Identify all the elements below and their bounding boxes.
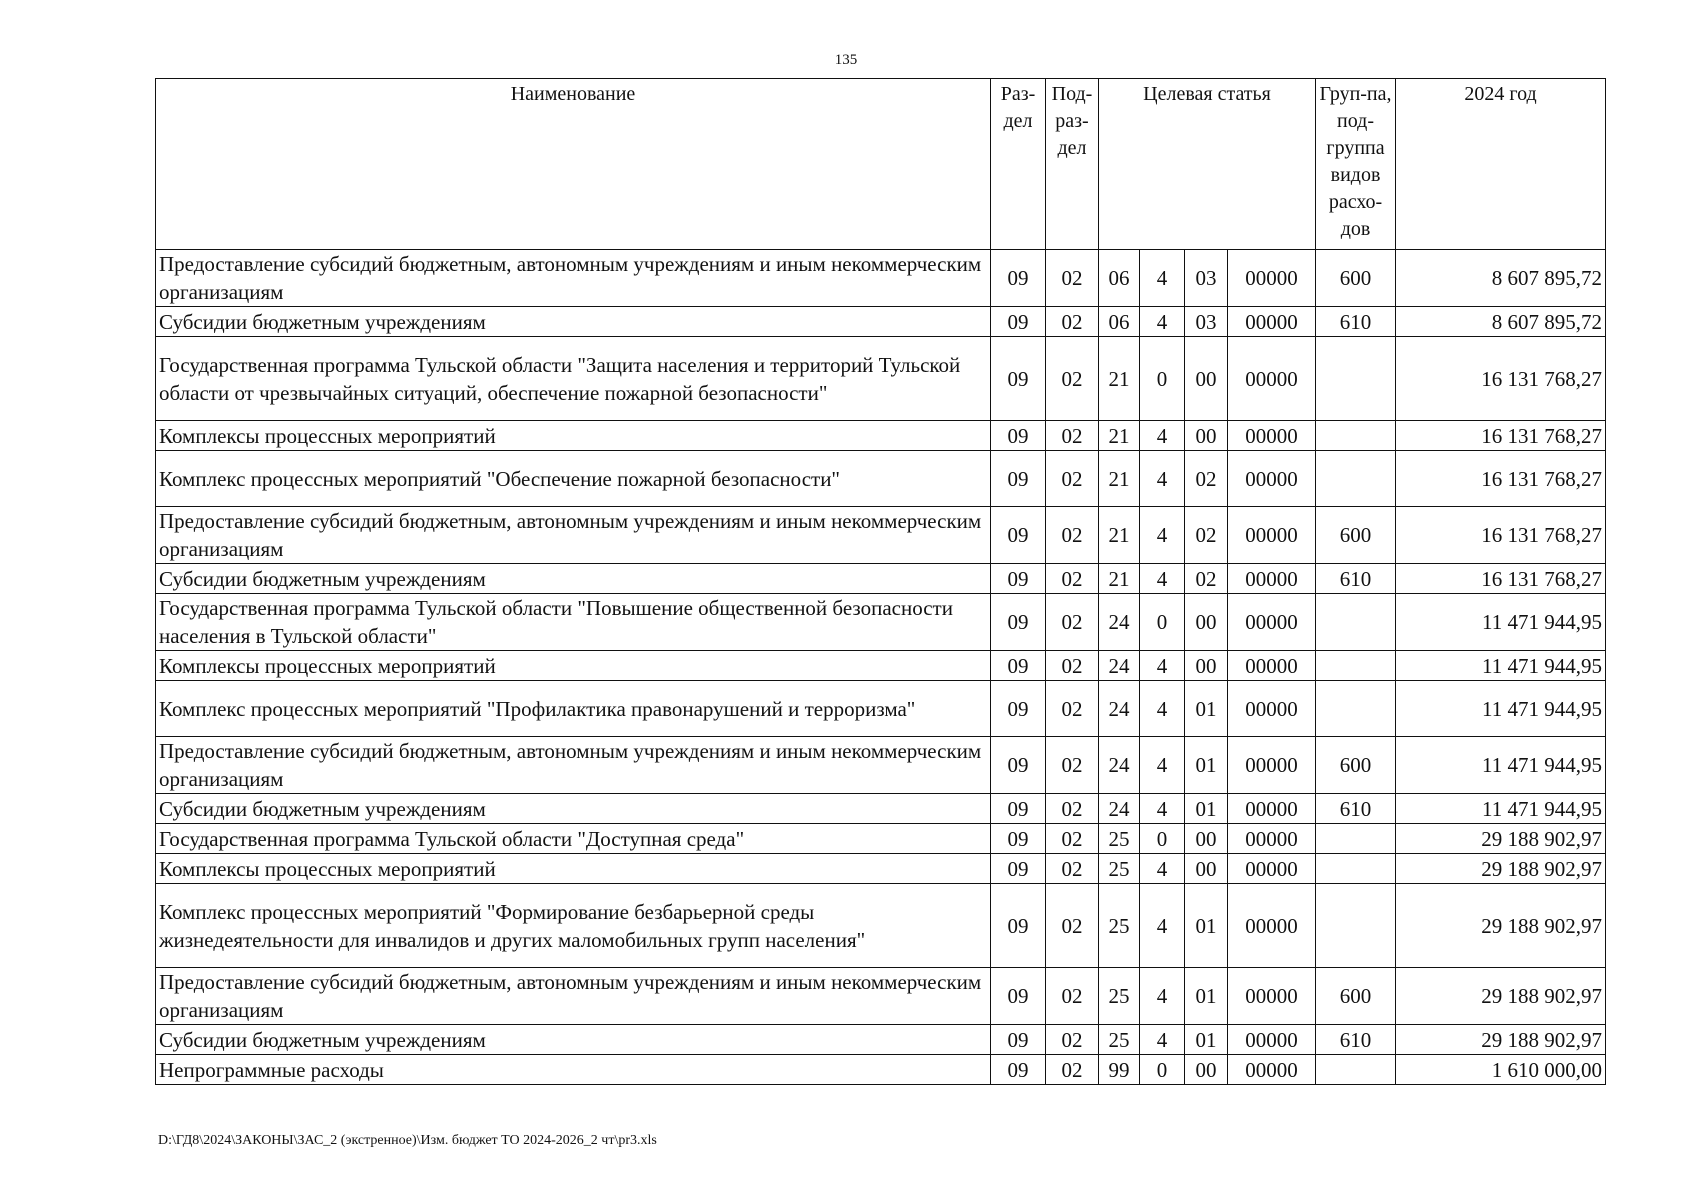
cell-c3: 02 bbox=[1185, 564, 1228, 594]
page-number: 135 bbox=[834, 52, 858, 68]
cell-amount: 11 471 944,95 bbox=[1396, 681, 1606, 737]
cell-c2: 0 bbox=[1140, 1055, 1185, 1085]
cell-c1: 25 bbox=[1099, 824, 1140, 854]
table-row bbox=[156, 421, 1606, 451]
cell-vr: 610 bbox=[1316, 794, 1396, 824]
cell-c1: 25 bbox=[1099, 968, 1140, 1025]
cell-name: Непрограммные расходы bbox=[156, 1055, 991, 1085]
cell-name: Комплекс процессных мероприятий "Формирование безбарьерной среды жизнедеятельности для инвалидов и других маломобильных групп населения" bbox=[156, 884, 991, 968]
cell-pr: 02 bbox=[1046, 737, 1099, 794]
cell-vr: 600 bbox=[1316, 737, 1396, 794]
cell-rz: 09 bbox=[991, 884, 1046, 968]
cell-vr bbox=[1316, 337, 1396, 421]
budget-table bbox=[155, 78, 1606, 1085]
cell-c3: 01 bbox=[1185, 884, 1228, 968]
cell-vr: 600 bbox=[1316, 250, 1396, 307]
table-row bbox=[156, 451, 1606, 507]
cell-amount: 16 131 768,27 bbox=[1396, 564, 1606, 594]
cell-c4: 00000 bbox=[1228, 1055, 1316, 1085]
cell-rz: 09 bbox=[991, 968, 1046, 1025]
cell-c1: 25 bbox=[1099, 854, 1140, 884]
table-row bbox=[156, 1025, 1606, 1055]
cell-name: Предоставление субсидий бюджетным, автономным учреждениям и иным некоммерческим организациям bbox=[156, 507, 991, 564]
cell-pr: 02 bbox=[1046, 250, 1099, 307]
cell-c3: 02 bbox=[1185, 451, 1228, 507]
cell-rz: 09 bbox=[991, 307, 1046, 337]
cell-pr: 02 bbox=[1046, 421, 1099, 451]
cell-pr: 02 bbox=[1046, 337, 1099, 421]
table-body bbox=[156, 250, 1606, 1085]
table-row bbox=[156, 337, 1606, 421]
cell-c2: 4 bbox=[1140, 250, 1185, 307]
cell-c1: 24 bbox=[1099, 794, 1140, 824]
cell-c2: 4 bbox=[1140, 968, 1185, 1025]
cell-c2: 4 bbox=[1140, 507, 1185, 564]
header-year: 2024 год bbox=[1396, 79, 1606, 250]
cell-pr: 02 bbox=[1046, 681, 1099, 737]
table-row bbox=[156, 651, 1606, 681]
cell-c4: 00000 bbox=[1228, 824, 1316, 854]
cell-pr: 02 bbox=[1046, 824, 1099, 854]
cell-amount: 16 131 768,27 bbox=[1396, 421, 1606, 451]
cell-rz: 09 bbox=[991, 594, 1046, 651]
cell-c4: 00000 bbox=[1228, 564, 1316, 594]
cell-rz: 09 bbox=[991, 507, 1046, 564]
cell-vr bbox=[1316, 451, 1396, 507]
table-row bbox=[156, 564, 1606, 594]
cell-vr: 610 bbox=[1316, 307, 1396, 337]
cell-vr bbox=[1316, 594, 1396, 651]
cell-pr: 02 bbox=[1046, 507, 1099, 564]
cell-rz: 09 bbox=[991, 651, 1046, 681]
cell-c4: 00000 bbox=[1228, 250, 1316, 307]
cell-c1: 24 bbox=[1099, 651, 1140, 681]
cell-c1: 21 bbox=[1099, 564, 1140, 594]
cell-c2: 4 bbox=[1140, 564, 1185, 594]
table-row bbox=[156, 824, 1606, 854]
cell-c4: 00000 bbox=[1228, 421, 1316, 451]
cell-c1: 21 bbox=[1099, 421, 1140, 451]
cell-name: Предоставление субсидий бюджетным, автономным учреждениям и иным некоммерческим организациям bbox=[156, 968, 991, 1025]
table-row bbox=[156, 681, 1606, 737]
cell-rz: 09 bbox=[991, 737, 1046, 794]
cell-pr: 02 bbox=[1046, 594, 1099, 651]
cell-c3: 01 bbox=[1185, 1025, 1228, 1055]
cell-c4: 00000 bbox=[1228, 307, 1316, 337]
cell-c3: 00 bbox=[1185, 824, 1228, 854]
cell-name: Государственная программа Тульской области "Доступная среда" bbox=[156, 824, 991, 854]
cell-c4: 00000 bbox=[1228, 1025, 1316, 1055]
cell-c4: 00000 bbox=[1228, 968, 1316, 1025]
cell-name: Предоставление субсидий бюджетным, автономным учреждениям и иным некоммерческим организациям bbox=[156, 737, 991, 794]
cell-c1: 21 bbox=[1099, 337, 1140, 421]
cell-amount: 29 188 902,97 bbox=[1396, 854, 1606, 884]
cell-vr: 600 bbox=[1316, 968, 1396, 1025]
cell-rz: 09 bbox=[991, 564, 1046, 594]
cell-c4: 00000 bbox=[1228, 337, 1316, 421]
cell-c1: 06 bbox=[1099, 307, 1140, 337]
cell-name: Государственная программа Тульской области "Защита населения и территорий Тульской области от чрезвычайных ситуаций, обеспечение пожарной безопасности" bbox=[156, 337, 991, 421]
cell-rz: 09 bbox=[991, 794, 1046, 824]
cell-name: Субсидии бюджетным учреждениям bbox=[156, 564, 991, 594]
cell-c3: 00 bbox=[1185, 594, 1228, 651]
header-target-article: Целевая статья bbox=[1099, 79, 1316, 250]
cell-rz: 09 bbox=[991, 824, 1046, 854]
cell-c2: 0 bbox=[1140, 337, 1185, 421]
table-header-row bbox=[156, 79, 1606, 250]
cell-pr: 02 bbox=[1046, 564, 1099, 594]
cell-name: Комплексы процессных мероприятий bbox=[156, 421, 991, 451]
cell-c4: 00000 bbox=[1228, 651, 1316, 681]
cell-c4: 00000 bbox=[1228, 507, 1316, 564]
cell-rz: 09 bbox=[991, 1025, 1046, 1055]
cell-c4: 00000 bbox=[1228, 594, 1316, 651]
cell-pr: 02 bbox=[1046, 884, 1099, 968]
table-row bbox=[156, 968, 1606, 1025]
cell-vr: 610 bbox=[1316, 564, 1396, 594]
cell-vr bbox=[1316, 884, 1396, 968]
header-section: Раз-дел bbox=[991, 79, 1046, 250]
cell-c2: 4 bbox=[1140, 1025, 1185, 1055]
cell-name: Комплексы процессных мероприятий bbox=[156, 854, 991, 884]
cell-amount: 29 188 902,97 bbox=[1396, 968, 1606, 1025]
cell-c3: 00 bbox=[1185, 854, 1228, 884]
table-row bbox=[156, 884, 1606, 968]
cell-amount: 16 131 768,27 bbox=[1396, 451, 1606, 507]
cell-c4: 00000 bbox=[1228, 451, 1316, 507]
cell-c1: 21 bbox=[1099, 507, 1140, 564]
cell-rz: 09 bbox=[991, 451, 1046, 507]
cell-vr: 610 bbox=[1316, 1025, 1396, 1055]
cell-name: Субсидии бюджетным учреждениям bbox=[156, 794, 991, 824]
cell-c3: 03 bbox=[1185, 250, 1228, 307]
cell-c1: 25 bbox=[1099, 1025, 1140, 1055]
cell-c2: 4 bbox=[1140, 794, 1185, 824]
cell-amount: 11 471 944,95 bbox=[1396, 794, 1606, 824]
cell-c2: 4 bbox=[1140, 451, 1185, 507]
header-name: Наименование bbox=[156, 79, 991, 250]
table-row bbox=[156, 507, 1606, 564]
cell-pr: 02 bbox=[1046, 651, 1099, 681]
header-subsection: Под-раз-дел bbox=[1046, 79, 1099, 250]
cell-c1: 21 bbox=[1099, 451, 1140, 507]
table-row bbox=[156, 1055, 1606, 1085]
cell-c4: 00000 bbox=[1228, 854, 1316, 884]
cell-amount: 8 607 895,72 bbox=[1396, 307, 1606, 337]
cell-pr: 02 bbox=[1046, 968, 1099, 1025]
cell-name: Предоставление субсидий бюджетным, автономным учреждениям и иным некоммерческим организациям bbox=[156, 250, 991, 307]
cell-vr bbox=[1316, 824, 1396, 854]
cell-rz: 09 bbox=[991, 854, 1046, 884]
cell-c2: 0 bbox=[1140, 594, 1185, 651]
cell-c4: 00000 bbox=[1228, 794, 1316, 824]
cell-amount: 29 188 902,97 bbox=[1396, 824, 1606, 854]
cell-c3: 00 bbox=[1185, 337, 1228, 421]
cell-amount: 11 471 944,95 bbox=[1396, 594, 1606, 651]
cell-vr bbox=[1316, 1055, 1396, 1085]
cell-amount: 29 188 902,97 bbox=[1396, 1025, 1606, 1055]
cell-c4: 00000 bbox=[1228, 737, 1316, 794]
cell-name: Комплекс процессных мероприятий "Профилактика правонарушений и терроризма" bbox=[156, 681, 991, 737]
cell-c1: 99 bbox=[1099, 1055, 1140, 1085]
cell-pr: 02 bbox=[1046, 794, 1099, 824]
cell-vr bbox=[1316, 681, 1396, 737]
cell-c3: 01 bbox=[1185, 968, 1228, 1025]
footer-file-path: D:\ГД8\2024\ЗАКОНЫ\ЗАС_2 (экстренное)\Изм. бюджет ТО 2024-2026_2 чт\pr3.xls bbox=[158, 1133, 657, 1148]
cell-c2: 4 bbox=[1140, 307, 1185, 337]
cell-c1: 25 bbox=[1099, 884, 1140, 968]
cell-c3: 01 bbox=[1185, 794, 1228, 824]
cell-c1: 24 bbox=[1099, 737, 1140, 794]
cell-rz: 09 bbox=[991, 337, 1046, 421]
cell-amount: 11 471 944,95 bbox=[1396, 737, 1606, 794]
table-row bbox=[156, 250, 1606, 307]
cell-c2: 4 bbox=[1140, 737, 1185, 794]
cell-vr: 600 bbox=[1316, 507, 1396, 564]
cell-rz: 09 bbox=[991, 250, 1046, 307]
table-row bbox=[156, 794, 1606, 824]
cell-pr: 02 bbox=[1046, 1055, 1099, 1085]
cell-c1: 06 bbox=[1099, 250, 1140, 307]
cell-c2: 4 bbox=[1140, 854, 1185, 884]
cell-vr bbox=[1316, 854, 1396, 884]
cell-c3: 00 bbox=[1185, 651, 1228, 681]
cell-c3: 03 bbox=[1185, 307, 1228, 337]
cell-amount: 8 607 895,72 bbox=[1396, 250, 1606, 307]
cell-amount: 1 610 000,00 bbox=[1396, 1055, 1606, 1085]
cell-c4: 00000 bbox=[1228, 681, 1316, 737]
cell-rz: 09 bbox=[991, 1055, 1046, 1085]
cell-pr: 02 bbox=[1046, 854, 1099, 884]
table-row bbox=[156, 737, 1606, 794]
cell-c2: 4 bbox=[1140, 651, 1185, 681]
cell-amount: 29 188 902,97 bbox=[1396, 884, 1606, 968]
cell-c3: 00 bbox=[1185, 421, 1228, 451]
cell-vr bbox=[1316, 651, 1396, 681]
header-expense-group: Груп-па, под-группа видов расхо-дов bbox=[1316, 79, 1396, 250]
cell-c2: 4 bbox=[1140, 421, 1185, 451]
cell-c3: 00 bbox=[1185, 1055, 1228, 1085]
cell-rz: 09 bbox=[991, 421, 1046, 451]
cell-rz: 09 bbox=[991, 681, 1046, 737]
table-row bbox=[156, 307, 1606, 337]
cell-amount: 16 131 768,27 bbox=[1396, 337, 1606, 421]
cell-pr: 02 bbox=[1046, 1025, 1099, 1055]
cell-amount: 16 131 768,27 bbox=[1396, 507, 1606, 564]
cell-name: Субсидии бюджетным учреждениям bbox=[156, 1025, 991, 1055]
cell-amount: 11 471 944,95 bbox=[1396, 651, 1606, 681]
table-row bbox=[156, 854, 1606, 884]
cell-c2: 0 bbox=[1140, 824, 1185, 854]
cell-c2: 4 bbox=[1140, 884, 1185, 968]
cell-c2: 4 bbox=[1140, 681, 1185, 737]
cell-name: Комплекс процессных мероприятий "Обеспечение пожарной безопасности" bbox=[156, 451, 991, 507]
cell-pr: 02 bbox=[1046, 451, 1099, 507]
cell-c3: 01 bbox=[1185, 681, 1228, 737]
cell-c4: 00000 bbox=[1228, 884, 1316, 968]
cell-c3: 01 bbox=[1185, 737, 1228, 794]
table-row bbox=[156, 594, 1606, 651]
cell-c3: 02 bbox=[1185, 507, 1228, 564]
cell-name: Комплексы процессных мероприятий bbox=[156, 651, 991, 681]
cell-name: Государственная программа Тульской области "Повышение общественной безопасности населения в Тульской области" bbox=[156, 594, 991, 651]
cell-vr bbox=[1316, 421, 1396, 451]
cell-c1: 24 bbox=[1099, 681, 1140, 737]
cell-c1: 24 bbox=[1099, 594, 1140, 651]
cell-name: Субсидии бюджетным учреждениям bbox=[156, 307, 991, 337]
cell-pr: 02 bbox=[1046, 307, 1099, 337]
